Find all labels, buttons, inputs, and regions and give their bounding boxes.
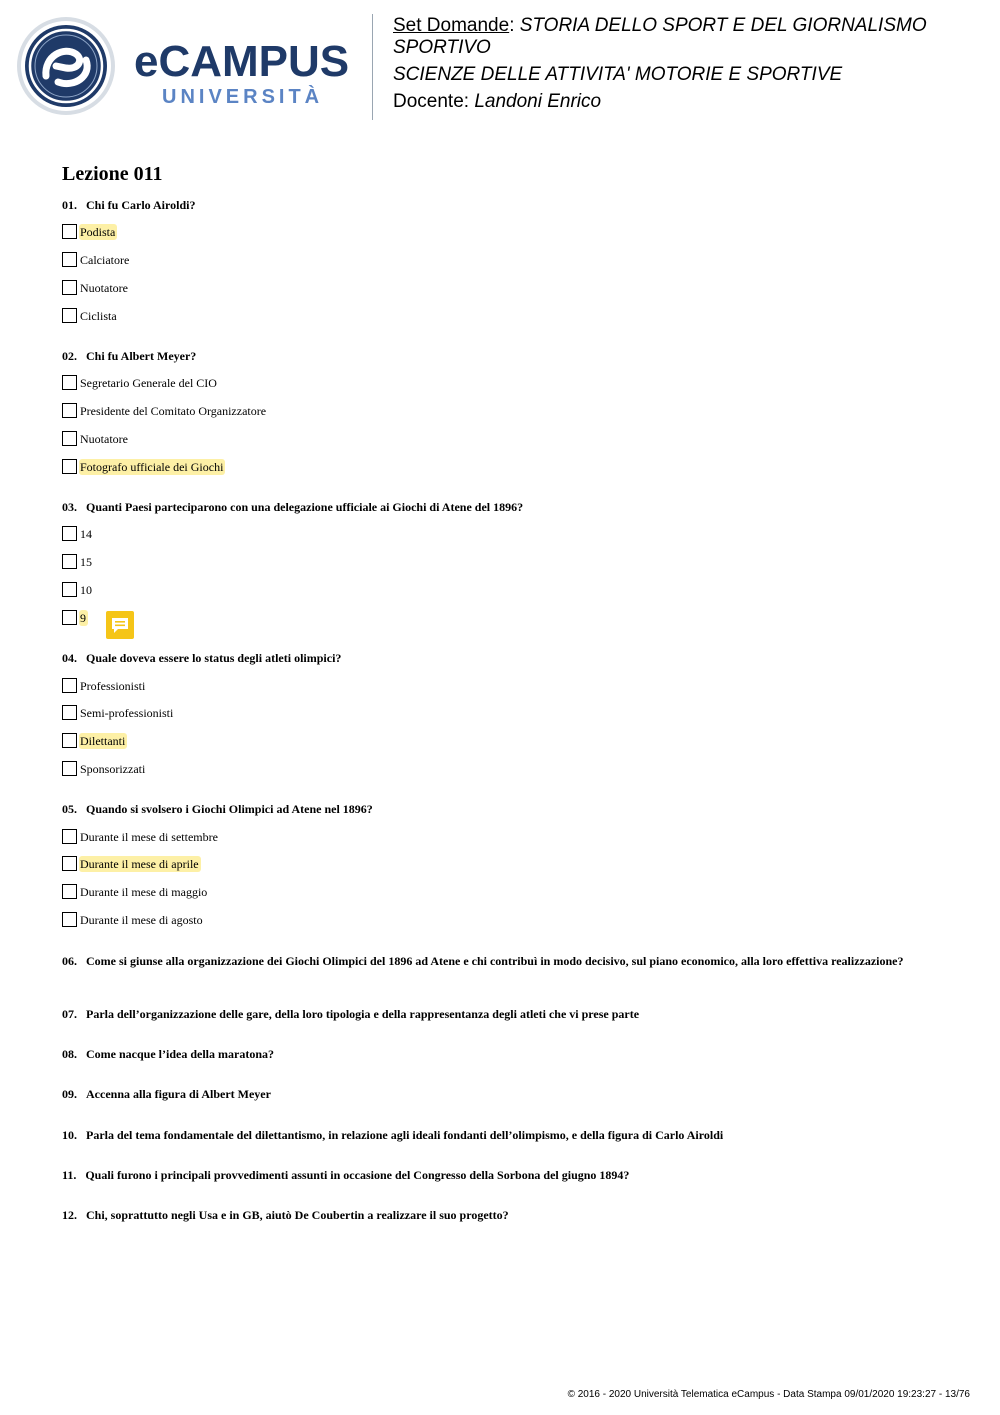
ecampus-seal-logo — [16, 16, 116, 116]
question-number: 09. — [62, 1087, 77, 1101]
answer-label: Professionisti — [80, 679, 146, 693]
question-text: Quali furono i principali provvedimenti assunti in occasione del Congresso della Sorbona del giugno 1894? — [85, 1168, 630, 1182]
answer-label: Calciatore — [80, 253, 130, 267]
answer-checkbox[interactable] — [62, 610, 77, 625]
answer-label: Sponsorizzati — [80, 762, 146, 776]
answer-label: Nuotatore — [80, 432, 128, 446]
question-text: Quanti Paesi parteciparono con una delegazione ufficiale ai Giochi di Atene del 1896? — [86, 500, 524, 514]
brand-name: eCAMPUS — [134, 37, 350, 86]
page-footer: © 2016 - 2020 Università Telematica eCampus - Data Stampa 09/01/2020 19:23:27 - 13/76 — [567, 1389, 970, 1400]
answer-checkbox[interactable] — [62, 403, 77, 418]
course-name: SCIENZE DELLE ATTIVITA' MOTORIE E SPORTIVE — [393, 64, 843, 85]
question-number: 02. — [62, 349, 77, 363]
answer-checkbox[interactable] — [62, 459, 77, 474]
answer-label: Durante il mese di settembre — [80, 830, 218, 844]
set-title: STORIA DELLO SPORT E DEL GIORNALISMO — [514, 15, 927, 36]
answer-checkbox[interactable] — [62, 554, 77, 569]
answer-label: Durante il mese di maggio — [80, 885, 208, 899]
question-text: Come nacque l’idea della maratona? — [86, 1047, 274, 1061]
set-label: Set Domande — [393, 15, 510, 36]
question-number: 03. — [62, 500, 77, 514]
question-text: Come si giunse alla organizzazione dei Giochi Olimpici del 1896 ad Atene e chi contribuì in modo decisivo, sul piano economico, alla loro effettiva realizzazione? — [86, 954, 904, 968]
answer-label: Dilettanti — [80, 734, 126, 748]
open-question — [62, 1008, 922, 1021]
answer-checkbox[interactable] — [62, 308, 77, 323]
question-number: 11. — [62, 1168, 77, 1182]
answer-label: Fotografo ufficiale dei Giochi — [80, 460, 224, 474]
answer-checkbox[interactable] — [62, 582, 77, 597]
open-question — [62, 1129, 922, 1142]
open-question — [62, 1209, 922, 1222]
answer-label: Nuotatore — [80, 281, 128, 295]
brand-sub: UNIVERSITÀ — [162, 86, 324, 108]
question-number: 10. — [62, 1128, 77, 1142]
open-question — [62, 1048, 922, 1061]
answer-label: 9 — [80, 611, 86, 625]
question — [62, 199, 922, 212]
answer-checkbox[interactable] — [62, 280, 77, 295]
answer-checkbox[interactable] — [62, 856, 77, 871]
question-number: 05. — [62, 802, 77, 816]
question-number: 07. — [62, 1007, 77, 1021]
question-number: 01. — [62, 198, 77, 212]
answer-label: Durante il mese di agosto — [80, 913, 203, 927]
question-number: 04. — [62, 651, 77, 665]
question-text: Chi fu Carlo Airoldi? — [86, 198, 196, 212]
question — [62, 803, 922, 816]
answer-label: 14 — [80, 527, 92, 541]
answer-checkbox[interactable] — [62, 761, 77, 776]
question-text: Parla dell’organizzazione delle gare, della loro tipologia e della rappresentanza degli atleti che vi prese parte — [86, 1007, 640, 1021]
question-text: Chi, soprattutto negli Usa e in GB, aiutò De Coubertin a realizzare il suo progetto? — [86, 1208, 509, 1222]
answer-checkbox[interactable] — [62, 431, 77, 446]
answer-checkbox[interactable] — [62, 252, 77, 267]
question — [62, 652, 922, 665]
lesson-title: Lezione 011 — [62, 163, 163, 185]
answer-label: Segretario Generale del CIO — [80, 376, 217, 390]
set-title-continuation: SPORTIVO — [393, 37, 491, 58]
question-text: Quando si svolsero i Giochi Olimpici ad Atene nel 1896? — [86, 802, 373, 816]
answer-checkbox[interactable] — [62, 884, 77, 899]
set-line — [393, 15, 983, 37]
open-question — [62, 1169, 922, 1182]
question — [62, 501, 922, 514]
header-divider — [372, 14, 373, 120]
answer-checkbox[interactable] — [62, 678, 77, 693]
answer-checkbox[interactable] — [62, 705, 77, 720]
answer-label: Podista — [80, 225, 116, 239]
answer-label: Presidente del Comitato Organizzatore — [80, 404, 267, 418]
answer-label: Semi-professionisti — [80, 706, 174, 720]
comment-note-icon[interactable] — [106, 611, 134, 639]
question-number: 12. — [62, 1208, 77, 1222]
teacher-label: Docente: — [393, 91, 470, 112]
answer-checkbox[interactable] — [62, 733, 77, 748]
question — [62, 350, 922, 363]
answer-label: 10 — [80, 583, 92, 597]
header-info — [393, 15, 983, 113]
question-text: Accenna alla figura di Albert Meyer — [86, 1087, 271, 1101]
question-text: Quale doveva essere lo status degli atleti olimpici? — [86, 651, 342, 665]
answer-label: Ciclista — [80, 309, 117, 323]
question-text: Parla del tema fondamentale del dilettantismo, in relazione agli ideali fondanti dell’olimpismo, e della figura di Carlo Airoldi — [86, 1128, 724, 1142]
open-question — [62, 955, 922, 968]
answer-label: Durante il mese di aprile — [80, 857, 199, 871]
answer-checkbox[interactable] — [62, 224, 77, 239]
teacher-line — [393, 91, 983, 113]
question-number: 06. — [62, 954, 77, 968]
answer-checkbox[interactable] — [62, 375, 77, 390]
answer-label: 15 — [80, 555, 92, 569]
answer-checkbox[interactable] — [62, 829, 77, 844]
question-number: 08. — [62, 1047, 77, 1061]
answer-checkbox[interactable] — [62, 526, 77, 541]
teacher-name: Landoni Enrico — [469, 91, 602, 112]
set-separator: : — [509, 15, 515, 36]
answer-checkbox[interactable] — [62, 912, 77, 927]
question-text: Chi fu Albert Meyer? — [86, 349, 197, 363]
open-question — [62, 1088, 922, 1101]
ecampus-wordmark — [134, 37, 359, 110]
